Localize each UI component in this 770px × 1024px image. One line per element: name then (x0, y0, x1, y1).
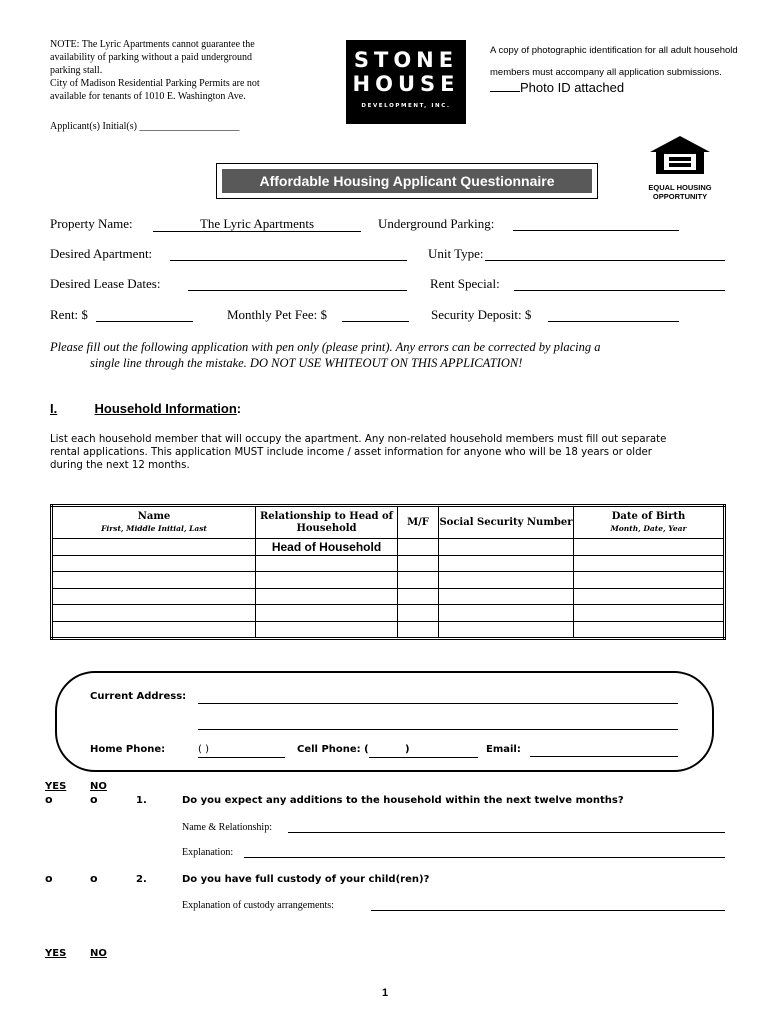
mf-cell[interactable] (398, 621, 439, 639)
col-header-relationship: Relationship to Head of Household (256, 506, 398, 539)
yes-header: YES (45, 781, 67, 792)
desired-lease-field[interactable] (188, 290, 407, 291)
email-label: Email: (486, 744, 521, 755)
col-header-name: Name First, Middle Initial, Last (52, 506, 256, 539)
email-field[interactable] (530, 756, 678, 757)
unit-type-label: Unit Type: (428, 246, 484, 261)
home-phone-field[interactable] (198, 744, 285, 758)
section-number: I. (50, 401, 58, 416)
photo-note-line: A copy of photographic identification for all adult household (490, 45, 738, 56)
name-cell[interactable] (52, 605, 256, 622)
rent-special-label: Rent Special: (430, 276, 500, 291)
photo-id-blank[interactable] (490, 91, 520, 92)
parking-note (50, 38, 310, 103)
desired-lease-label: Desired Lease Dates: (50, 276, 161, 291)
logo-line-3: DEVELOPMENT, INC. (361, 103, 451, 109)
table-row (52, 588, 725, 605)
q2-no-radio[interactable]: o (90, 872, 98, 885)
q2-custody-field[interactable] (371, 910, 725, 911)
current-address-field-line-2[interactable] (198, 729, 678, 730)
dob-cell[interactable] (574, 588, 725, 605)
table-header-row (52, 506, 725, 539)
col-header-dob: Date of Birth Month, Date, Year (574, 506, 725, 539)
current-address-label: Current Address: (90, 691, 187, 702)
current-address-field[interactable] (198, 703, 678, 704)
section-heading (50, 401, 241, 416)
pet-fee-field[interactable] (342, 321, 409, 322)
logo-line-1: STONE (353, 48, 459, 72)
equal-housing-house-icon (648, 134, 712, 176)
relationship-cell[interactable] (256, 572, 398, 589)
name-cell[interactable] (52, 572, 256, 589)
ssn-cell[interactable] (439, 555, 574, 572)
logo-line-2: HOUSE (352, 72, 460, 96)
description-line: List each household member that will occupy the apartment. Any non-related household members must fill out separate (50, 434, 667, 445)
name-cell[interactable] (52, 621, 256, 639)
no-header: NO (90, 781, 107, 792)
q1-no-radio[interactable]: o (90, 793, 98, 806)
security-deposit-field[interactable] (548, 321, 679, 322)
dob-cell[interactable] (574, 621, 725, 639)
name-cell[interactable] (52, 539, 256, 556)
dob-cell[interactable] (574, 605, 725, 622)
eho-text-line: OPPORTUNITY (652, 192, 708, 201)
mf-cell[interactable] (398, 572, 439, 589)
mf-cell[interactable] (398, 539, 439, 556)
yes-header-2: YES (45, 948, 67, 959)
q1-explanation-field[interactable] (244, 857, 725, 858)
ssn-cell[interactable] (439, 539, 574, 556)
eho-text-line: EQUAL HOUSING (648, 183, 712, 192)
photo-note-line: members must accompany all application submissions. (490, 67, 722, 78)
name-cell[interactable] (52, 555, 256, 572)
photo-id-label: Photo ID attached (520, 80, 625, 95)
pet-fee-label: Monthly Pet Fee: $ (227, 307, 328, 322)
q2-yes-radio[interactable]: o (45, 872, 53, 885)
name-cell[interactable] (52, 588, 256, 605)
section-colon: : (236, 401, 242, 416)
col-header-mf: M/F (398, 506, 439, 539)
q1-yes-radio[interactable]: o (45, 793, 53, 806)
table-row (52, 539, 725, 556)
relationship-cell[interactable] (256, 588, 398, 605)
rent-field[interactable] (96, 321, 193, 322)
photo-id-note (490, 40, 755, 84)
applicant-initials-field[interactable]: Applicant(s) Initial(s) ____________________ (50, 121, 240, 132)
household-table (50, 504, 726, 640)
note-line: available for tenants of 1010 E. Washington Ave. (50, 91, 246, 102)
note-line: City of Madison Residential Parking Permits are not (50, 78, 260, 89)
q2-text: Do you have full custody of your child(ren)? (182, 874, 430, 885)
dob-cell[interactable] (574, 555, 725, 572)
instructions-line-2: single line through the mistake. DO NOT USE WHITEOUT ON THIS APPLICATION! (90, 356, 523, 370)
property-name-label: Property Name: (50, 216, 133, 231)
relationship-cell[interactable] (256, 605, 398, 622)
q1-name-relationship-label: Name & Relationship: (182, 822, 272, 833)
section-description (50, 433, 735, 472)
property-name-row (50, 216, 133, 232)
q2-number: 2. (136, 874, 147, 885)
section-title: Household Information (94, 401, 237, 416)
mf-cell[interactable] (398, 605, 439, 622)
underground-parking-label: Underground Parking: (378, 216, 495, 231)
cell-phone-close-paren: ) (405, 744, 410, 755)
relationship-cell[interactable] (256, 621, 398, 639)
description-line: rental applications. This application MUST include income / asset information for anyone who will be 18 years or older (50, 447, 652, 458)
property-name-field[interactable] (153, 216, 361, 232)
q1-explanation-label: Explanation: (182, 847, 234, 858)
ssn-cell[interactable] (439, 621, 574, 639)
home-phone-parens: ( ) (198, 744, 209, 755)
security-deposit-label: Security Deposit: $ (431, 307, 532, 322)
equal-housing-logo (645, 134, 715, 201)
page-number: 1 (381, 987, 389, 999)
desired-apartment-label: Desired Apartment: (50, 246, 153, 261)
table-row (52, 555, 725, 572)
note-line: NOTE: The Lyric Apartments cannot guarantee the (50, 39, 255, 50)
underground-parking-field[interactable] (513, 230, 679, 231)
instructions (50, 339, 740, 371)
stone-house-logo (346, 40, 466, 124)
mf-cell[interactable] (398, 555, 439, 572)
ssn-cell[interactable] (439, 572, 574, 589)
rent-special-field[interactable] (514, 290, 725, 291)
dob-cell[interactable] (574, 539, 725, 556)
ssn-cell[interactable] (439, 605, 574, 622)
table-row (52, 572, 725, 589)
dob-cell[interactable] (574, 572, 725, 589)
ssn-cell[interactable] (439, 588, 574, 605)
no-header-2: NO (90, 948, 107, 959)
q1-text: Do you expect any additions to the household within the next twelve months? (182, 795, 624, 806)
note-line: availability of parking without a paid underground (50, 52, 252, 63)
table-row (52, 621, 725, 639)
rent-label: Rent: $ (50, 307, 88, 322)
cell-phone-label: Cell Phone: ( (297, 744, 369, 755)
q1-name-relationship-field[interactable] (288, 832, 725, 833)
cell-phone-field[interactable] (369, 744, 478, 758)
home-phone-label: Home Phone: (90, 744, 166, 755)
instructions-line-1: Please fill out the following application with pen only (please print). Any errors can be corrected by placing a (50, 340, 601, 354)
title-box (216, 163, 598, 199)
mf-cell[interactable] (398, 588, 439, 605)
q2-custody-label: Explanation of custody arrangements: (182, 900, 334, 911)
table-row (52, 605, 725, 622)
page-title: Affordable Housing Applicant Questionnaire (222, 169, 592, 193)
photo-id-attached-field[interactable] (490, 80, 624, 95)
desired-apartment-field[interactable] (170, 260, 407, 261)
unit-type-field[interactable] (485, 260, 725, 261)
relationship-cell[interactable] (256, 555, 398, 572)
q1-number: 1. (136, 795, 147, 806)
description-line: during the next 12 months. (50, 460, 190, 471)
note-line: parking stall. (50, 65, 103, 76)
col-header-ssn: Social Security Number (439, 506, 574, 539)
property-name-value: The Lyric Apartments (199, 216, 315, 231)
relationship-cell: Head of Household (256, 539, 398, 556)
